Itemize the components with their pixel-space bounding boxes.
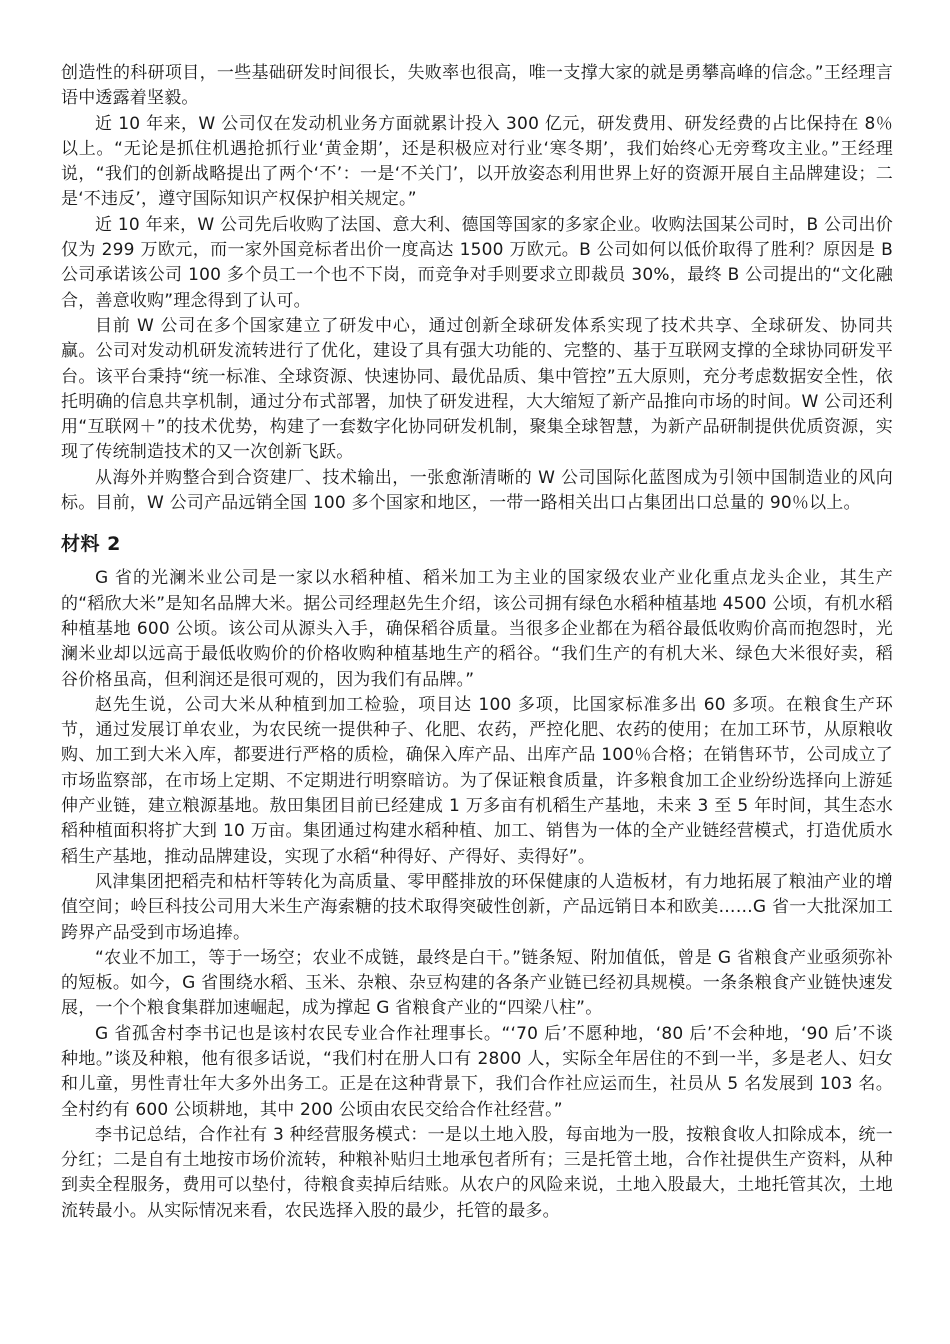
- paragraph: G 省孤舍村李书记也是该村农民专业合作社理事长。“‘70 后’不愿种地，‘80 后’不会种地，‘90 后’不谈种地。”谈及种粮，他有很多话说，“我们村在册人口有 2800 人，实际全年居住的不到一半，多是老人、妇女和儿童，男性青壮年大多外出务工。正是在这种背景下，我们合作社应运而生，社员从 5 名发展到 103 名。全村约有 600 公顷耕地，其中 200 公顷由农民交给合作社经营。”: [61, 1023, 893, 1120]
- paragraph: 近 10 年来，W 公司先后收购了法国、意大利、德国等国家的多家企业。收购法国某公司时，B 公司出价仅为 299 万欧元，而一家外国竞标者出价一度高达 1500 万欧元。B 公司如何以低价取得了胜利？原因是 B 公司承诺该公司 100 多个员工一个也不下岗，而竞争对手则要求立即裁员 30%，最终 B 公司提出的“文化融合，善意收购”理念得到了认可。: [61, 214, 893, 311]
- document-page: [61, 61, 893, 1224]
- paragraph: G 省的光澜米业公司是一家以水稻种植、稻米加工为主业的国家级农业产业化重点龙头企业，其生产的“稻欣大米”是知名品牌大米。据公司经理赵先生介绍，该公司拥有绿色水稻种植基地 4500 公顷，有机水稻种植基地 600 公顷。该公司从源头入手，确保稻谷质量。当很多企业都在为稻谷最低收购价高而抱怨时，光澜米业却以远高于最低收购价的价格收购种植基地生产的稻谷。“我们生产的有机大米、绿色大米很好卖，稻谷价格虽高，但利润还是很可观的，因为我们有品牌。”: [61, 568, 893, 690]
- paragraph: 赵先生说，公司大米从种植到加工检验，项目达 100 多项，比国家标准多出 60 多项。在粮食生产环节，通过发展订单农业，为农民统一提供种子、化肥、农药，严控化肥、农药的使用；在加工环节，从原粮收购、加工到大米入库，都要进行严格的质检，确保入库产品、出库产品 100％合格；在销售环节，公司成立了市场监察部，在市场上定期、不定期进行明察暗访。为了保证粮食质量，许多粮食加工企业纷纷选择向上游延伸产业链，建立粮源基地。敖田集团目前已经建成 1 万多亩有机稻生产基地，未来 3 至 5 年时间，其生态水稻种植面积将扩大到 10 万亩。集团通过构建水稻种植、加工、销售为一体的全产业链经营模式，打造优质水稻生产基地，推动品牌建设，实现了水稻“种得好、产得好、卖得好”。: [61, 694, 893, 867]
- section-heading: 材料 2: [61, 533, 121, 556]
- paragraph: 从海外并购整合到合资建厂、技术输出，一张愈渐清晰的 W 公司国际化蓝图成为引领中国制造业的风向标。目前，W 公司产品远销全国 100 多个国家和地区，一带一路相关出口占集团出口总量的 90％以上。: [61, 467, 893, 514]
- paragraph: “农业不加工，等于一场空；农业不成链，最终是白干。”链条短、附加值低，曾是 G 省粮食产业亟须弥补的短板。如今，G 省围绕水稻、玉米、杂粮、杂豆构建的各条产业链已经初具规模。一条条粮食产业链快速发展，一个个粮食集群加速崛起，成为撑起 G 省粮食产业的“四梁八柱”。: [61, 947, 893, 1019]
- paragraph: 目前 W 公司在多个国家建立了研发中心，通过创新全球研发体系实现了技术共享、全球研发、协同共赢。公司对发动机研发流转进行了优化，建设了具有强大功能的、完整的、基于互联网支撑的全球协同研发平台。该平台秉持“统一标准、全球资源、快速协同、最优品质、集中管控”五大原则，充分考虑数据安全性，依托明确的信息共享机制，通过分布式部署，加快了研发进程，大大缩短了新产品推向市场的时间。W 公司还利用“互联网＋”的技术优势，构建了一套数字化协同研发机制，聚集全球智慧，为新产品研制提供优质资源，实现了传统制造技术的又一次创新飞跃。: [61, 315, 893, 463]
- material-2-section: [61, 566, 893, 1224]
- paragraph: 李书记总结，合作社有 3 种经营服务模式：一是以土地入股，每亩地为一股，按粮食收人扣除成本，统一分红；二是自有土地按市场价流转，种粮补贴归土地承包者所有；三是托管土地，合作社提供生产资料，从种到卖全程服务，费用可以垫付，待粮食卖掉后结账。从农户的风险来说，土地入股最大，土地托管其次，土地流转最小。从实际情况来看，农民选择入股的最少，托管的最多。: [61, 1124, 893, 1221]
- paragraph: 风津集团把稻壳和枯杆等转化为高质量、零甲醛排放的环保健康的人造板材，有力地拓展了粮油产业的增值空间；岭巨科技公司用大米生产海索糖的技术取得突破性创新，产品远销日本和欧美……G 省一大批深加工跨界产品受到市场追捧。: [61, 871, 893, 943]
- paragraph: 近 10 年来，W 公司仅在发动机业务方面就累计投入 300 亿元，研发费用、研发经费的占比保持在 8％以上。“无论是抓住机遇抢抓行业‘黄金期’，还是积极应对行业‘寒冬期’，我们始终心无旁骛攻主业。”王经理说，“我们的创新战略提出了两个‘不’：一是‘不关门’，以开放姿态利用世界上好的资源开展自主品牌建设；二是‘不违反’，遵守国际知识产权保护相关规定。”: [61, 113, 893, 210]
- material-1-section: [61, 61, 893, 516]
- paragraph: 创造性的科研项目，一些基础研发时间很长，失败率也很高，唯一支撑大家的就是勇攀高峰的信念。”王经理言语中透露着坚毅。: [61, 63, 893, 109]
